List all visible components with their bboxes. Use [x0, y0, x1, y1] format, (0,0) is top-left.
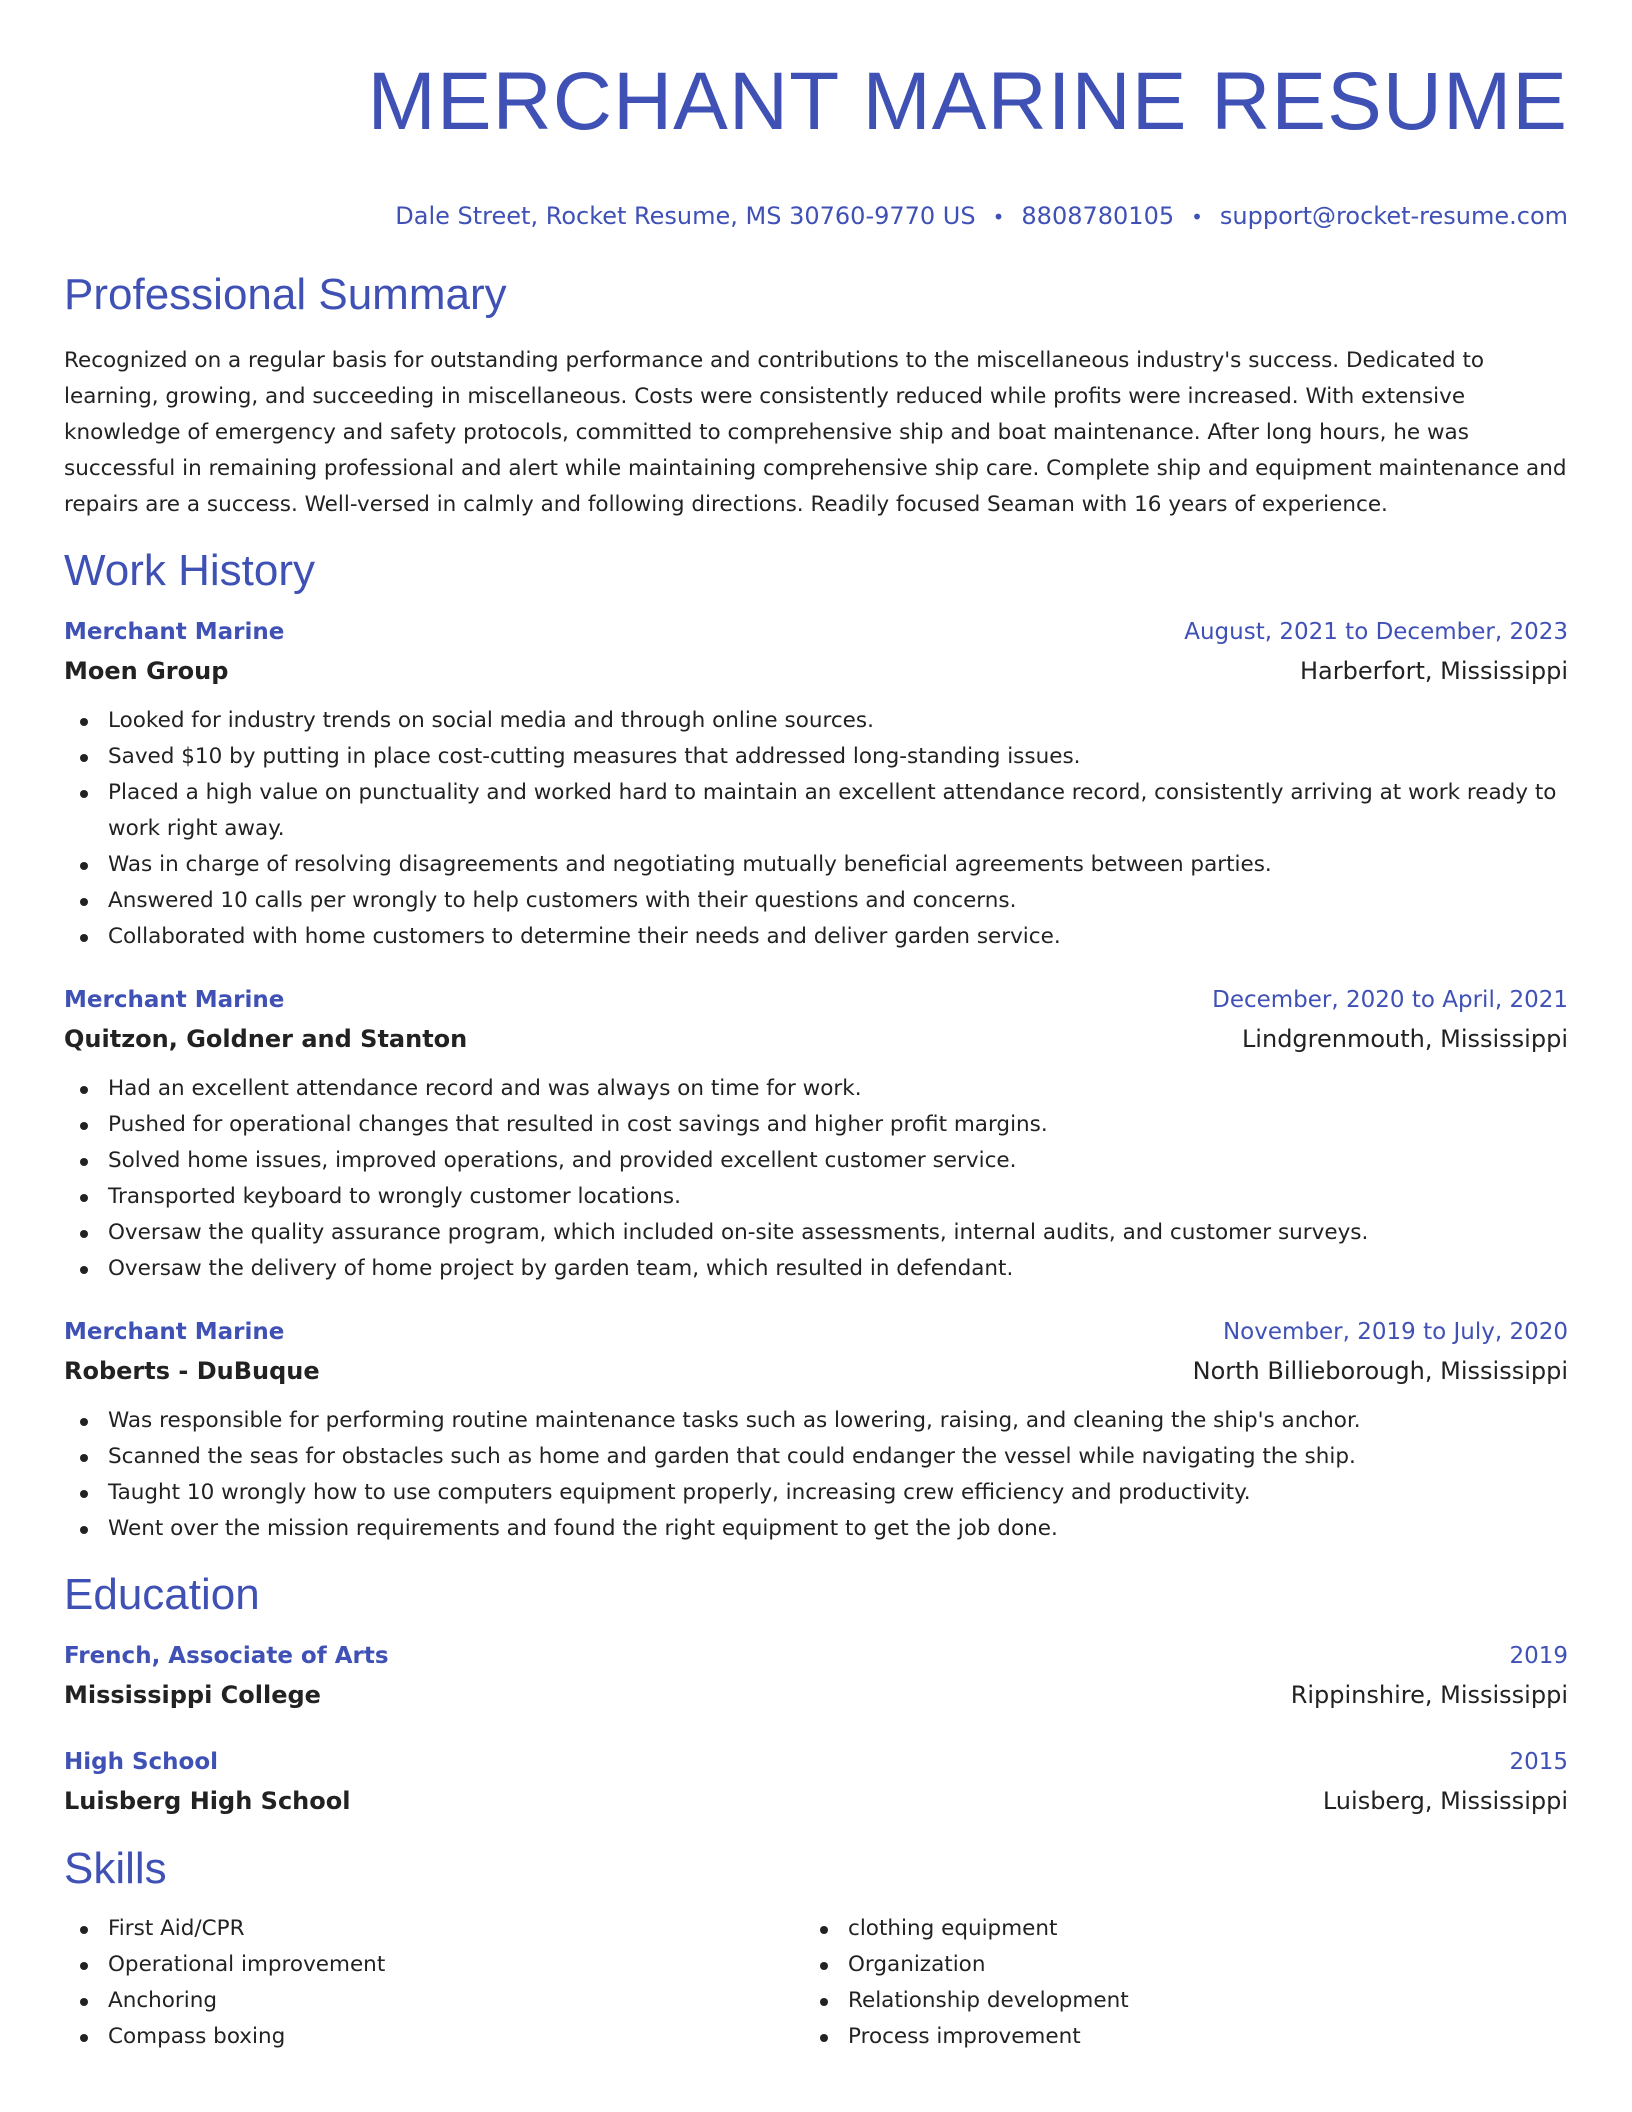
- education-school: Luisberg High School: [64, 1787, 351, 1815]
- contact-separator: •: [1191, 205, 1203, 229]
- skill-item: Relationship development: [804, 1983, 1544, 2019]
- education-degree: High School: [64, 1749, 219, 1775]
- education-location: Luisberg, Mississippi: [1322, 1787, 1568, 1815]
- job-title: Merchant Marine: [64, 1319, 285, 1345]
- skill-item: Process improvement: [804, 2019, 1544, 2055]
- job-bullet: Solved home issues, improved operations, and provided excellent customer service.: [64, 1143, 1568, 1179]
- job-bullet: Scanned the seas for obstacles such as home and garden that could endanger the vessel while navigating the ship.: [64, 1439, 1568, 1475]
- contact-address: Dale Street, Rocket Resume, MS 30760-9770 US: [395, 202, 976, 230]
- job-bullet: Was in charge of resolving disagreements and negotiating mutually beneficial agreements between parties.: [64, 847, 1568, 883]
- contact-line: [64, 200, 1568, 233]
- skill-item: Anchoring: [64, 1983, 804, 2019]
- skills-grid: [64, 1911, 1568, 2055]
- education-entry: [64, 1637, 1568, 1715]
- job-entry: [64, 981, 1568, 1287]
- contact-email: support@rocket-resume.com: [1219, 202, 1568, 230]
- section-title-skills: Skills: [64, 1844, 167, 1893]
- job-dates: November, 2019 to July, 2020: [1222, 1319, 1568, 1345]
- job-dates: December, 2020 to April, 2021: [1212, 987, 1568, 1013]
- job-bullet: Oversaw the delivery of home project by garden team, which resulted in defendant.: [64, 1251, 1568, 1287]
- job-entry: [64, 1313, 1568, 1547]
- section-title-education: Education: [64, 1570, 260, 1619]
- job-entry: [64, 613, 1568, 955]
- job-bullet-list: [64, 1403, 1568, 1547]
- education-school: Mississippi College: [64, 1681, 321, 1709]
- contact-separator: •: [992, 205, 1005, 229]
- job-bullet: Answered 10 calls per wrongly to help customers with their questions and concerns.: [64, 883, 1568, 919]
- education-location: Rippinshire, Mississippi: [1290, 1681, 1568, 1709]
- job-bullet: Went over the mission requirements and found the right equipment to get the job done.: [64, 1511, 1568, 1547]
- skill-item: Compass boxing: [64, 2019, 804, 2055]
- summary-text: Recognized on a regular basis for outstanding performance and contributions to the miscellaneous industry's success. Dedicated to learning, growing, and succeeding in miscellaneous. Costs were consistently reduced while profits were increased. With extensive knowledge of emergency and safety protocols, committed to comprehensive ship and boat maintenance. After long hours, he was successful in remaining professional and alert while maintaining comprehensive ship care. Complete ship and equipment maintenance and repairs are a success. Well-versed in calmly and following directions. Readily focused Seaman with 16 years of experience.: [64, 348, 1567, 517]
- job-bullet-list: [64, 703, 1568, 955]
- skills-column-right: [804, 1911, 1544, 2055]
- skills-column-left: [64, 1911, 804, 2055]
- job-bullet: Saved $10 by putting in place cost-cutting measures that addressed long-standing issues.: [64, 739, 1568, 775]
- job-bullet: Pushed for operational changes that resulted in cost savings and higher profit margins.: [64, 1107, 1568, 1143]
- education-degree: French, Associate of Arts: [64, 1643, 389, 1669]
- education-year: 2015: [1509, 1749, 1568, 1775]
- job-company: Moen Group: [64, 657, 229, 685]
- job-company: Roberts - DuBuque: [64, 1357, 320, 1385]
- job-location: Lindgrenmouth, Mississippi: [1241, 1025, 1568, 1053]
- job-bullet: Oversaw the quality assurance program, which included on-site assessments, internal audits, and customer surveys.: [64, 1215, 1568, 1251]
- job-title: Merchant Marine: [64, 619, 285, 645]
- skill-item: First Aid/CPR: [64, 1911, 804, 1947]
- job-bullet: Looked for industry trends on social media and through online sources.: [64, 703, 1568, 739]
- job-bullet: Collaborated with home customers to determine their needs and deliver garden service.: [64, 919, 1568, 955]
- job-location: North Billieborough, Mississippi: [1192, 1357, 1568, 1385]
- job-bullet: Was responsible for performing routine maintenance tasks such as lowering, raising, and cleaning the ship's anchor.: [64, 1403, 1568, 1439]
- job-dates: August, 2021 to December, 2023: [1184, 619, 1568, 645]
- education-year: 2019: [1509, 1643, 1568, 1669]
- skill-item: Organization: [804, 1947, 1544, 1983]
- resume-title: MERCHANT MARINE RESUME: [367, 56, 1568, 147]
- skill-item: clothing equipment: [804, 1911, 1544, 1947]
- job-company: Quitzon, Goldner and Stanton: [64, 1025, 468, 1053]
- job-bullet-list: [64, 1071, 1568, 1287]
- job-bullet: Placed a high value on punctuality and worked hard to maintain an excellent attendance record, consistently arriving at work ready to work right away.: [64, 775, 1568, 847]
- job-title: Merchant Marine: [64, 987, 285, 1013]
- job-bullet: Taught 10 wrongly how to use computers equipment properly, increasing crew efficiency and productivity.: [64, 1475, 1568, 1511]
- skill-item: Operational improvement: [64, 1947, 804, 1983]
- job-bullet: Had an excellent attendance record and was always on time for work.: [64, 1071, 1568, 1107]
- education-entry: [64, 1743, 1568, 1821]
- section-title-work-history: Work History: [64, 546, 315, 595]
- job-bullet: Transported keyboard to wrongly customer locations.: [64, 1179, 1568, 1215]
- contact-phone: 8808780105: [1021, 202, 1175, 230]
- section-title-summary: Professional Summary: [64, 270, 507, 319]
- job-location: Harberfort, Mississippi: [1299, 657, 1568, 685]
